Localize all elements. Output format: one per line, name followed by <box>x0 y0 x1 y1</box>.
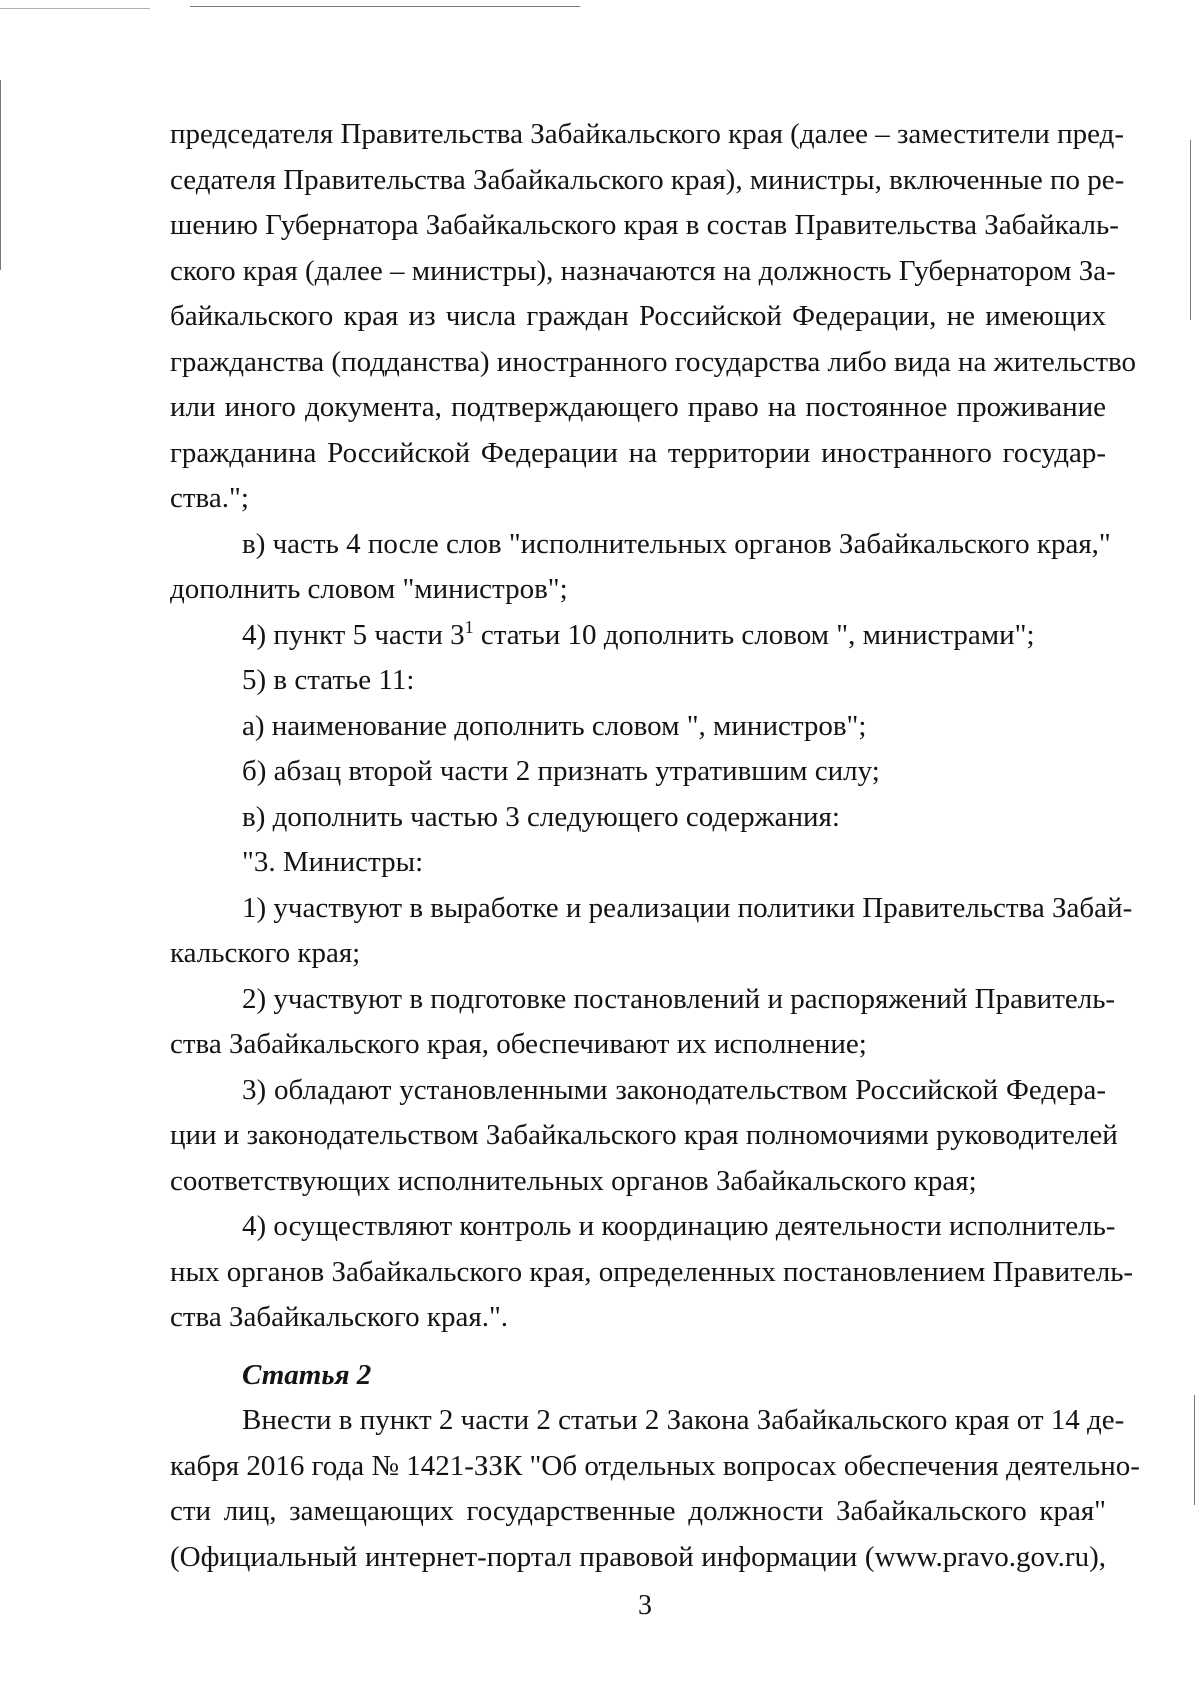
text-line: кабря 2016 года № 1421-ЗЗК "Об отдельных вопросах обеспечения деятельно- <box>170 1449 1140 1482</box>
text-line: председателя Правительства Забайкальского края (далее – заместители пред- <box>170 118 1124 150</box>
text-line: Внести в пункт 2 части 2 статьи 2 Закона Забайкальского края от 14 де- <box>242 1404 1125 1436</box>
text-line: ства."; <box>170 482 249 514</box>
scan-artifact-right-edge-top <box>1190 140 1191 320</box>
text-line: или иного документа, подтверждающего право на постоянное проживание <box>170 391 1106 423</box>
text-line: 3) обладают установленными законодательством Российской Федера- <box>242 1073 1106 1106</box>
text-line: в) дополнить частью 3 следующего содержания: <box>242 800 840 833</box>
text-line: шению Губернатора Забайкальского края в состав Правительства Забайкаль- <box>170 209 1119 241</box>
text-line: ных органов Забайкальского края, определенных постановлением Правитель- <box>170 1255 1134 1288</box>
text-line: соответствующих исполнительных органов Забайкальского края; <box>170 1164 977 1197</box>
scan-artifact-right-edge-bottom <box>1194 1395 1195 1505</box>
text-line: гражданина Российской Федерации на территории иностранного государ- <box>170 436 1106 469</box>
scan-artifact-top-rule <box>190 6 580 7</box>
text-line: 5) в статье 11: <box>242 664 415 696</box>
article-heading: Статья 2 <box>242 1358 372 1391</box>
text-line-with-superscript <box>170 613 1106 659</box>
text-line: байкальского края из числа граждан Российской Федерации, не имеющих <box>170 300 1106 332</box>
text-line: седателя Правительства Забайкальского края), министры, включенные по ре- <box>170 163 1125 196</box>
text-line: 1) участвуют в выработке и реализации политики Правительства Забай- <box>242 891 1133 924</box>
scan-artifact-left-edge <box>0 80 1 270</box>
text-line: 4) осуществляют контроль и координацию деятельности исполнитель- <box>242 1210 1116 1242</box>
text-line: ства Забайкальского края, обеспечивают их исполнение; <box>170 1028 867 1060</box>
text-line: сти лиц, замещающих государственные должности Забайкальского края" <box>170 1495 1106 1527</box>
text-line: ского края (далее – министры), назначаются на должность Губернатором За- <box>170 254 1116 287</box>
text-line: (Официальный интернет-портал правовой информации (www.pravo.gov.ru), <box>170 1540 1106 1573</box>
text-line: "3. Министры: <box>242 846 424 878</box>
text-line: гражданства (подданства) иностранного государства либо вида на жительство <box>170 345 1137 378</box>
text-line: в) часть 4 после слов "исполнительных органов Забайкальского края," <box>242 527 1111 560</box>
text-line: кальского края; <box>170 937 361 969</box>
text-line: 2) участвуют в подготовке постановлений и распоряжений Правитель- <box>242 982 1116 1015</box>
text-line: дополнить словом "министров"; <box>170 573 568 605</box>
text-fragment: 4) пункт 5 части 3 <box>242 618 465 651</box>
text-line: б) абзац второй части 2 признать утратившим силу; <box>242 755 880 787</box>
text-line: ства Забайкальского края.". <box>170 1301 509 1333</box>
text-fragment: статьи 10 дополнить словом ", министрами"; <box>473 618 1035 651</box>
scan-artifact-top-rule-left <box>0 8 150 9</box>
text-line: а) наименование дополнить словом ", министров"; <box>242 709 867 742</box>
text-line: ции и законодательством Забайкальского края полномочиями руководителей <box>170 1119 1118 1151</box>
document-body <box>170 112 1140 1580</box>
superscript: 1 <box>464 616 474 637</box>
page-number: 3 <box>638 1590 652 1621</box>
